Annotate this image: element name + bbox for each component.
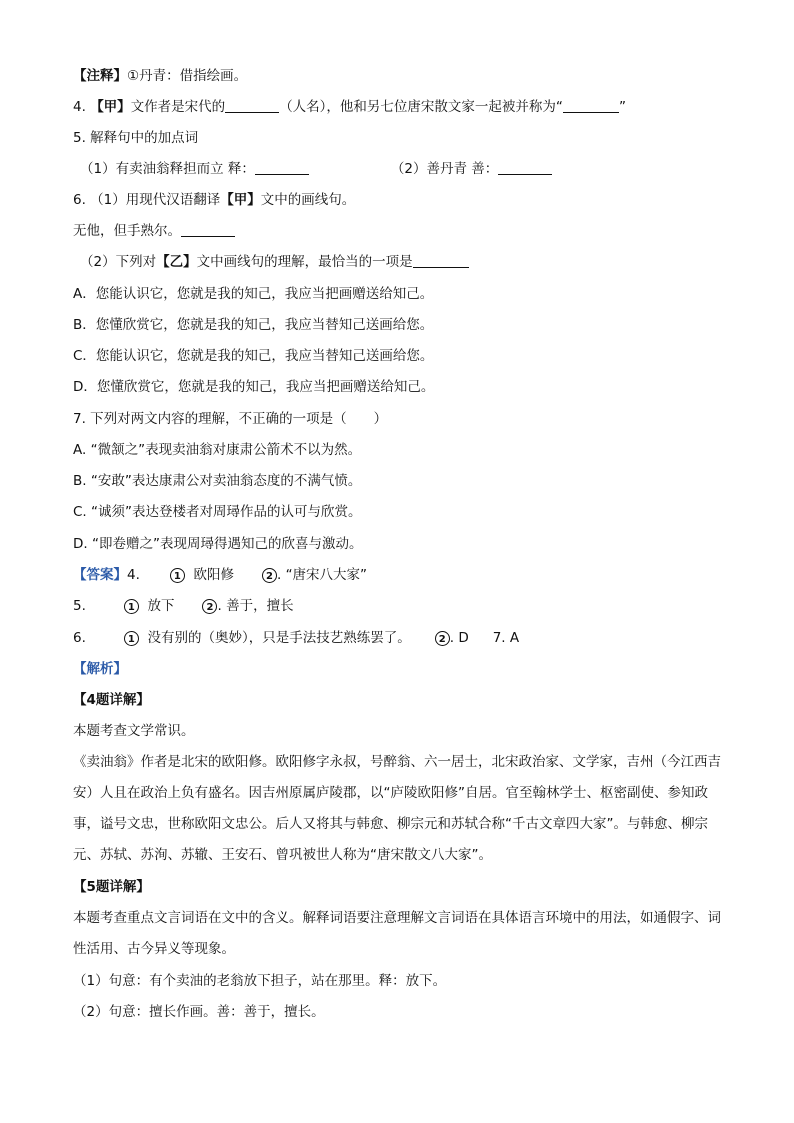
question-7-stem: 7. 下列对两文内容的理解，不正确的一项是（ ） xyxy=(73,411,388,427)
answer-blank[interactable] xyxy=(563,98,619,113)
question-number: 4. xyxy=(73,99,86,115)
question-text: 文作者是宋代的 xyxy=(130,99,226,115)
answer-blank[interactable] xyxy=(225,98,279,113)
answer-line-2 xyxy=(73,596,294,616)
answer-text: 7. A xyxy=(492,630,520,646)
question-text: ” xyxy=(618,99,626,115)
question-text: 6. （1）用现代汉语翻译 xyxy=(73,192,221,208)
answer-blank[interactable] xyxy=(255,160,309,175)
sub-question: （2）善丹青 善： xyxy=(390,161,499,177)
question-5 xyxy=(73,128,198,148)
circled-number: 1 xyxy=(124,631,139,646)
option-b: B．您懂欣赏它，您就是我的知己，我应当替知己送画给您。 xyxy=(73,317,434,333)
text-tag: 【甲】 xyxy=(220,192,261,208)
analysis-label: 【解析】 xyxy=(73,661,127,677)
note-line xyxy=(73,66,247,86)
answer-line-3 xyxy=(73,628,519,648)
answer-text: . D xyxy=(449,630,469,646)
circled-number: 1 xyxy=(170,568,185,583)
note-text: ①丹青：借指绘画。 xyxy=(127,68,248,84)
q7-option-b: B. “安敢”表达康肃公对卖油翁态度的不满气愤。 xyxy=(73,473,362,489)
answer-line-1 xyxy=(73,565,367,585)
q7-option-d: D. “即卷赠之”表现周璕得遇知己的欣喜与激动。 xyxy=(73,536,363,552)
question-6-part2 xyxy=(80,252,469,272)
detail-5-part-1: （1）句意：有个卖油的老翁放下担子，站在那里。释：放下。 xyxy=(73,973,447,989)
answer-blank[interactable] xyxy=(181,222,235,237)
option-c: C．您能认识它，您就是我的知己，我应当替知己送画给您。 xyxy=(73,348,434,364)
detail-4-intro: 本题考查文学常识。 xyxy=(73,723,195,739)
q7-option-a: A. “微颔之”表现卖油翁对康肃公箭术不以为然。 xyxy=(73,442,362,458)
question-4 xyxy=(73,97,626,117)
detail-5-body: 本题考查重点文言词语在文中的含义。解释词语要注意理解文言词语在具体语言环境中的用法，如通假字、词性活用、古今异义等现象。 xyxy=(73,910,721,957)
sentence-to-translate: 无他，但手熟尔。 xyxy=(73,223,181,239)
question-text: （2）下列对 xyxy=(80,254,157,270)
answer-number: 6. xyxy=(73,630,86,646)
translation-line xyxy=(73,221,235,241)
detail-5-part-2: （2）句意：擅长作画。善：善于，擅长。 xyxy=(73,1004,325,1020)
answer-blank[interactable] xyxy=(413,253,469,268)
question-text: 5. 解释句中的加点词 xyxy=(73,130,199,146)
detail-4-title: 【4题详解】 xyxy=(73,692,150,708)
detail-4-body: 《卖油翁》作者是北宋的欧阳修。欧阳修字永叔，号醉翁、六一居士，北宋政治家、文学家，吉州（今江西吉安）人且在政治上负有盛名。因吉州原属庐陵郡，以“庐陵欧阳修”自居。官至翰林学士、枢密副使、参知政事，谥号文忠，世称欧阳文忠公。后人又将其与韩愈、柳宗元和苏轼合称“千古文章四大家”。与韩愈、柳宗元、苏轼、苏洵、苏辙、王安石、曾巩被世人称为“唐宋散文八大家”。 xyxy=(73,754,721,863)
sub-question: （1）有卖油翁释担而立 释： xyxy=(80,161,255,177)
note-label: 【注释】 xyxy=(73,68,127,84)
circled-number: 1 xyxy=(124,599,139,614)
detail-5-title: 【5题详解】 xyxy=(73,879,150,895)
option-a: A．您能认识它，您就是我的知己，我应当把画赠送给知己。 xyxy=(73,286,434,302)
answer-number: 5. xyxy=(73,598,86,614)
answer-blank[interactable] xyxy=(498,160,552,175)
option-d: D．您懂欣赏它，您就是我的知己，我应当把画赠送给知己。 xyxy=(73,379,435,395)
answer-text: 欧阳修 xyxy=(193,567,234,583)
answer-text: . “唐宋八大家” xyxy=(276,567,368,583)
answer-number: 4. xyxy=(127,567,140,583)
circled-number: 2 xyxy=(202,599,217,614)
question-6-part1 xyxy=(73,190,355,210)
answer-label: 【答案】 xyxy=(73,567,127,583)
answer-text: 放下 xyxy=(147,598,175,614)
question-text: （人名），他和另七位唐宋散文家一起被并称为“ xyxy=(279,99,563,115)
text-tag: 【甲】 xyxy=(90,99,131,115)
text-tag: 【乙】 xyxy=(156,254,197,270)
circled-number: 2 xyxy=(435,631,450,646)
q7-option-c: C. “诚须”表达登楼者对周璕作品的认可与欣赏。 xyxy=(73,504,362,520)
answer-text: . 善于，擅长 xyxy=(217,598,294,614)
question-5-parts xyxy=(80,159,552,179)
question-text: 文中的画线句。 xyxy=(260,192,356,208)
question-text: 文中画线句的理解，最恰当的一项是 xyxy=(196,254,413,270)
answer-text: 没有别的（奥妙），只是手法技艺熟练罢了。 xyxy=(147,630,411,646)
circled-number: 2 xyxy=(262,568,277,583)
